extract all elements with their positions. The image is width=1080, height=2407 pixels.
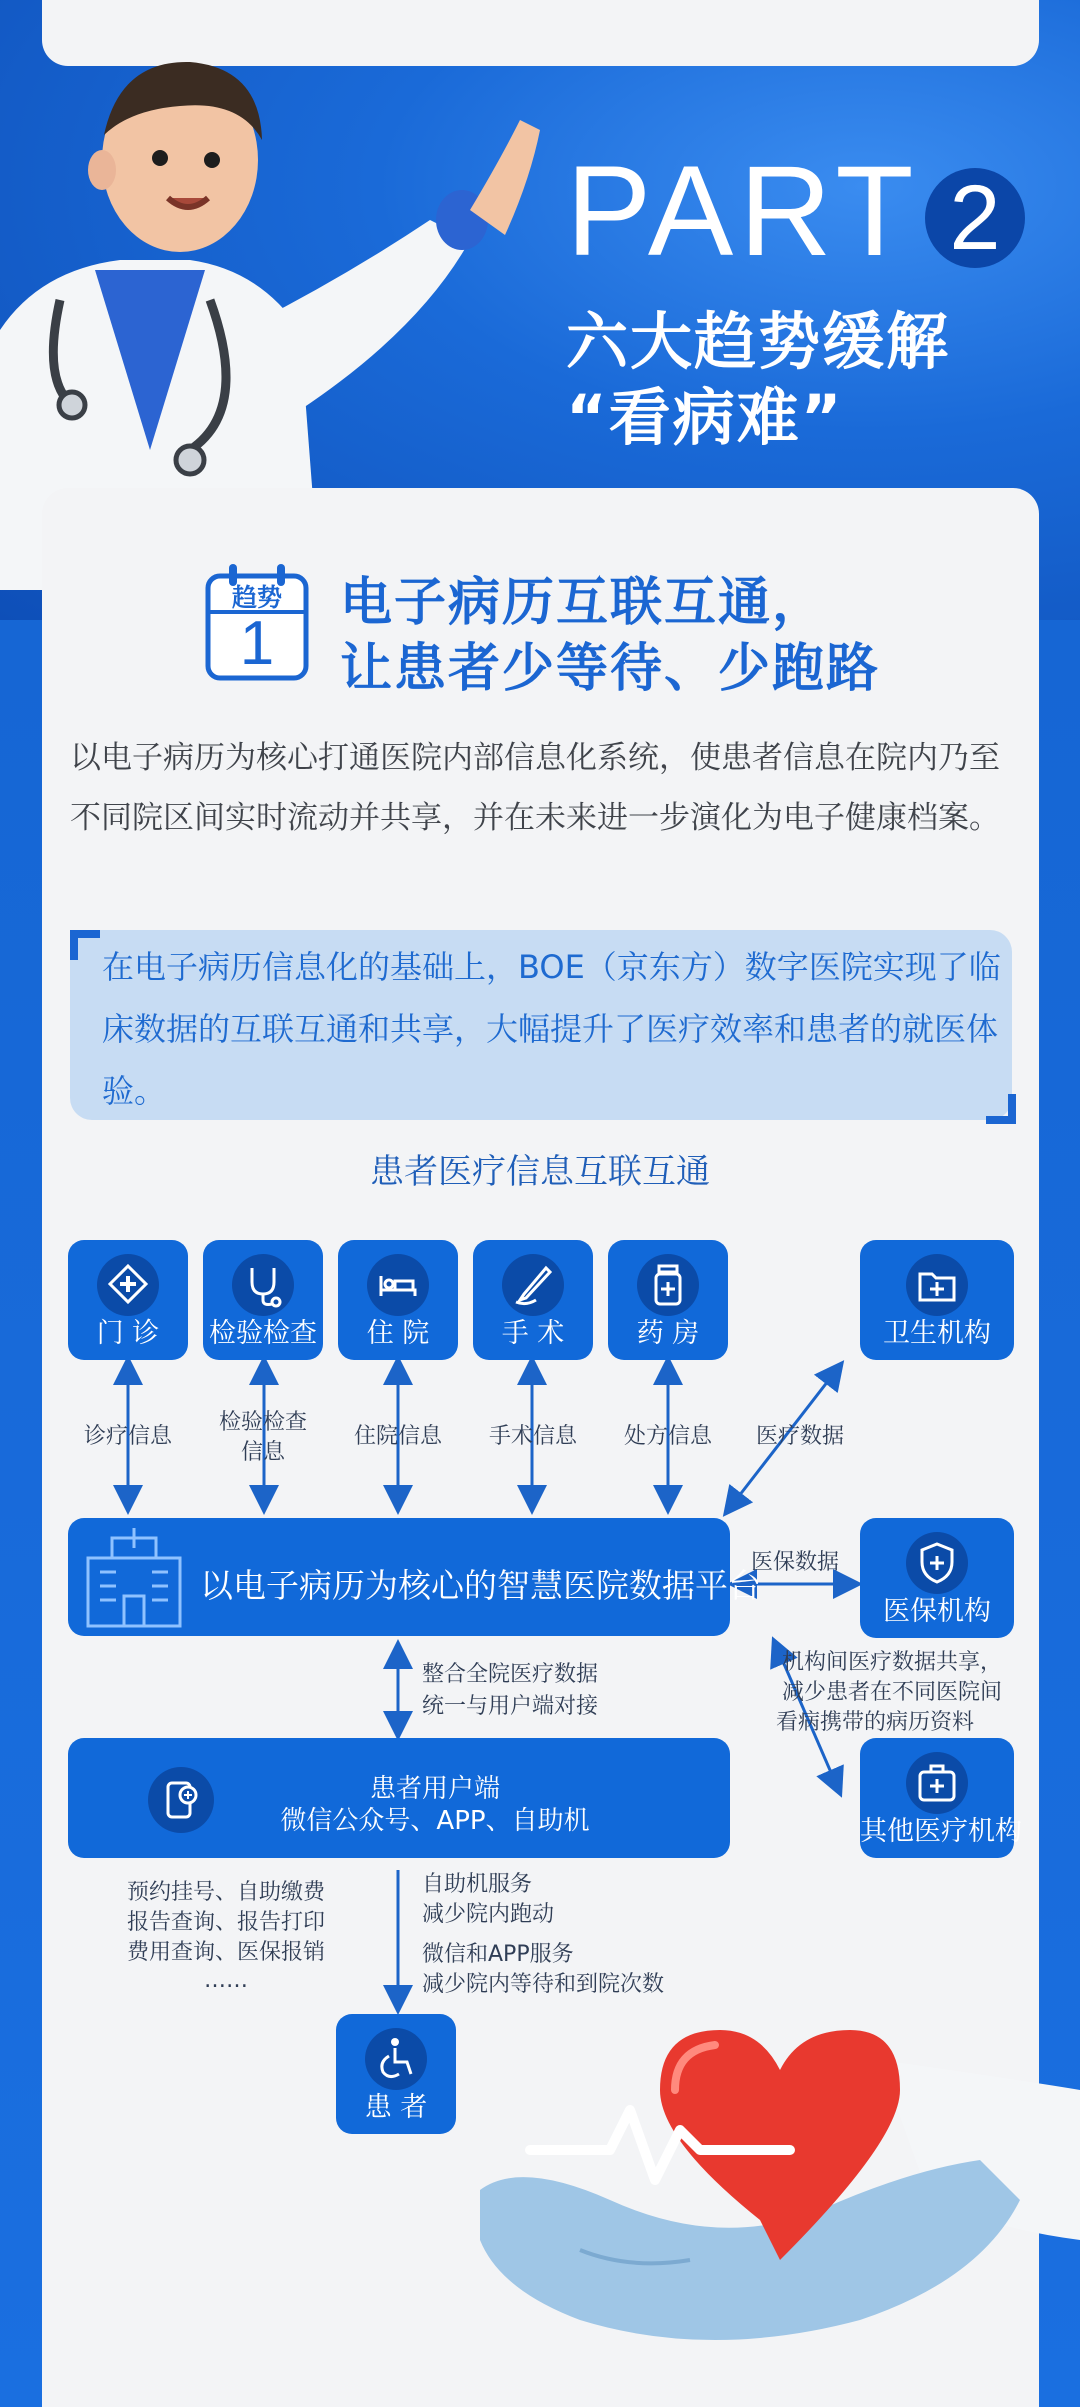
section-title-line1: 六大趋势缓解: [566, 305, 951, 378]
hospital-building-icon: [82, 1524, 186, 1630]
service-left-line1: 预约挂号、自助缴费: [126, 1880, 325, 1905]
trend-title-line2: 让患者少等待、少跑路: [340, 639, 881, 699]
inter-agency-note-line1: 机构间医疗数据共享，: [781, 1650, 1002, 1675]
trend-badge-number: 1: [239, 609, 275, 678]
medicine-bottle-icon: [637, 1254, 699, 1316]
quote-text: 在电子病历信息化的基础上，BOE（京东方）数字医院实现了临床数据的互联互通和共享，大幅提升了医疗效率和患者的就医体验。: [102, 948, 1001, 1110]
node-insurance: [860, 1518, 1014, 1638]
diagram-title: 患者医疗信息互联互通: [370, 1152, 710, 1192]
node-lab-test: [203, 1240, 323, 1360]
scalpel-icon: [502, 1254, 564, 1316]
shield-cross-icon: [906, 1532, 968, 1594]
intro-paragraph: 以电子病历为核心打通医院内部信息化系统，使患者信息在院内乃至不同院区间实时流动并共享，并在未来进一步演化为电子健康档案。: [70, 740, 1000, 836]
node-label: 住 院: [366, 1318, 430, 1349]
flow-label-outpatient: 诊疗信息: [83, 1424, 172, 1449]
node-label: 手 术: [501, 1318, 565, 1349]
section-title-line2: “看病难”: [566, 381, 844, 454]
node-patient: [336, 2014, 456, 2134]
first-aid-kit-icon: [906, 1752, 968, 1814]
medical-cross-icon: [97, 1254, 159, 1316]
flow-label-surgery: 手术信息: [488, 1424, 577, 1449]
inter-agency-note-line2: 减少患者在不同医院间: [781, 1680, 1002, 1705]
node-label: 卫生机构: [883, 1318, 991, 1349]
trend-badge-label: 趋势: [231, 583, 282, 612]
wheelchair-icon: [365, 2028, 427, 2090]
node-inpatient: [338, 1240, 458, 1360]
service-left-line4: ……: [204, 1968, 248, 1993]
service-right-line1: 自助机服务: [422, 1872, 533, 1897]
medical-folder-icon: [906, 1254, 968, 1316]
integrate-note-line2: 统一与用户端对接: [422, 1694, 599, 1719]
stethoscope-icon: [232, 1254, 294, 1316]
hospital-bed-icon: [367, 1254, 429, 1316]
node-other-agency: [860, 1738, 1022, 1858]
node-label: 门 诊: [96, 1318, 160, 1349]
service-right-line2: 减少院内跑动: [422, 1902, 555, 1927]
node-label: 患 者: [364, 2092, 428, 2123]
node-label: 检验检查: [209, 1318, 317, 1349]
platform-label: 以电子病历为核心的智慧医院数据平台: [200, 1566, 761, 1605]
service-left-line2: 报告查询、报告打印: [126, 1910, 325, 1935]
flow-label-insurance: 医保数据: [750, 1550, 839, 1575]
service-left-line3: 费用查询、医保报销: [126, 1940, 325, 1965]
node-outpatient: [68, 1240, 188, 1360]
node-label: 医保机构: [883, 1596, 991, 1627]
node-surgery: [473, 1240, 593, 1360]
flow-label-health-agency: 医疗数据: [755, 1424, 844, 1449]
flow-label-inpatient: 住院信息: [353, 1424, 442, 1449]
flow-label-pharmacy: 处方信息: [623, 1424, 712, 1449]
part-label: PART: [566, 140, 920, 283]
integrate-note-line1: 整合全院医疗数据: [422, 1662, 599, 1687]
node-label: 其他医疗机构: [860, 1816, 1022, 1847]
service-right-line4: 减少院内等待和到院次数: [422, 1972, 665, 1997]
node-pharmacy: [608, 1240, 728, 1360]
heart-in-hand-illustration: [460, 2020, 1080, 2360]
part-number: 2: [949, 167, 1001, 269]
user-end-channels: 微信公众号、APP、自助机: [280, 1806, 590, 1836]
flow-label-lab-test: 检验检查 信息: [218, 1410, 307, 1465]
user-end-title: 患者用户端: [369, 1774, 500, 1804]
node-label: 药 房: [636, 1318, 700, 1349]
inter-agency-note-line3: 看病携带的病历资料: [775, 1710, 974, 1735]
node-health-agency: [860, 1240, 1014, 1360]
service-right-line3: 微信和APP服务: [422, 1942, 574, 1967]
trend-title-line1: 电子病历互联互通，: [340, 573, 827, 633]
